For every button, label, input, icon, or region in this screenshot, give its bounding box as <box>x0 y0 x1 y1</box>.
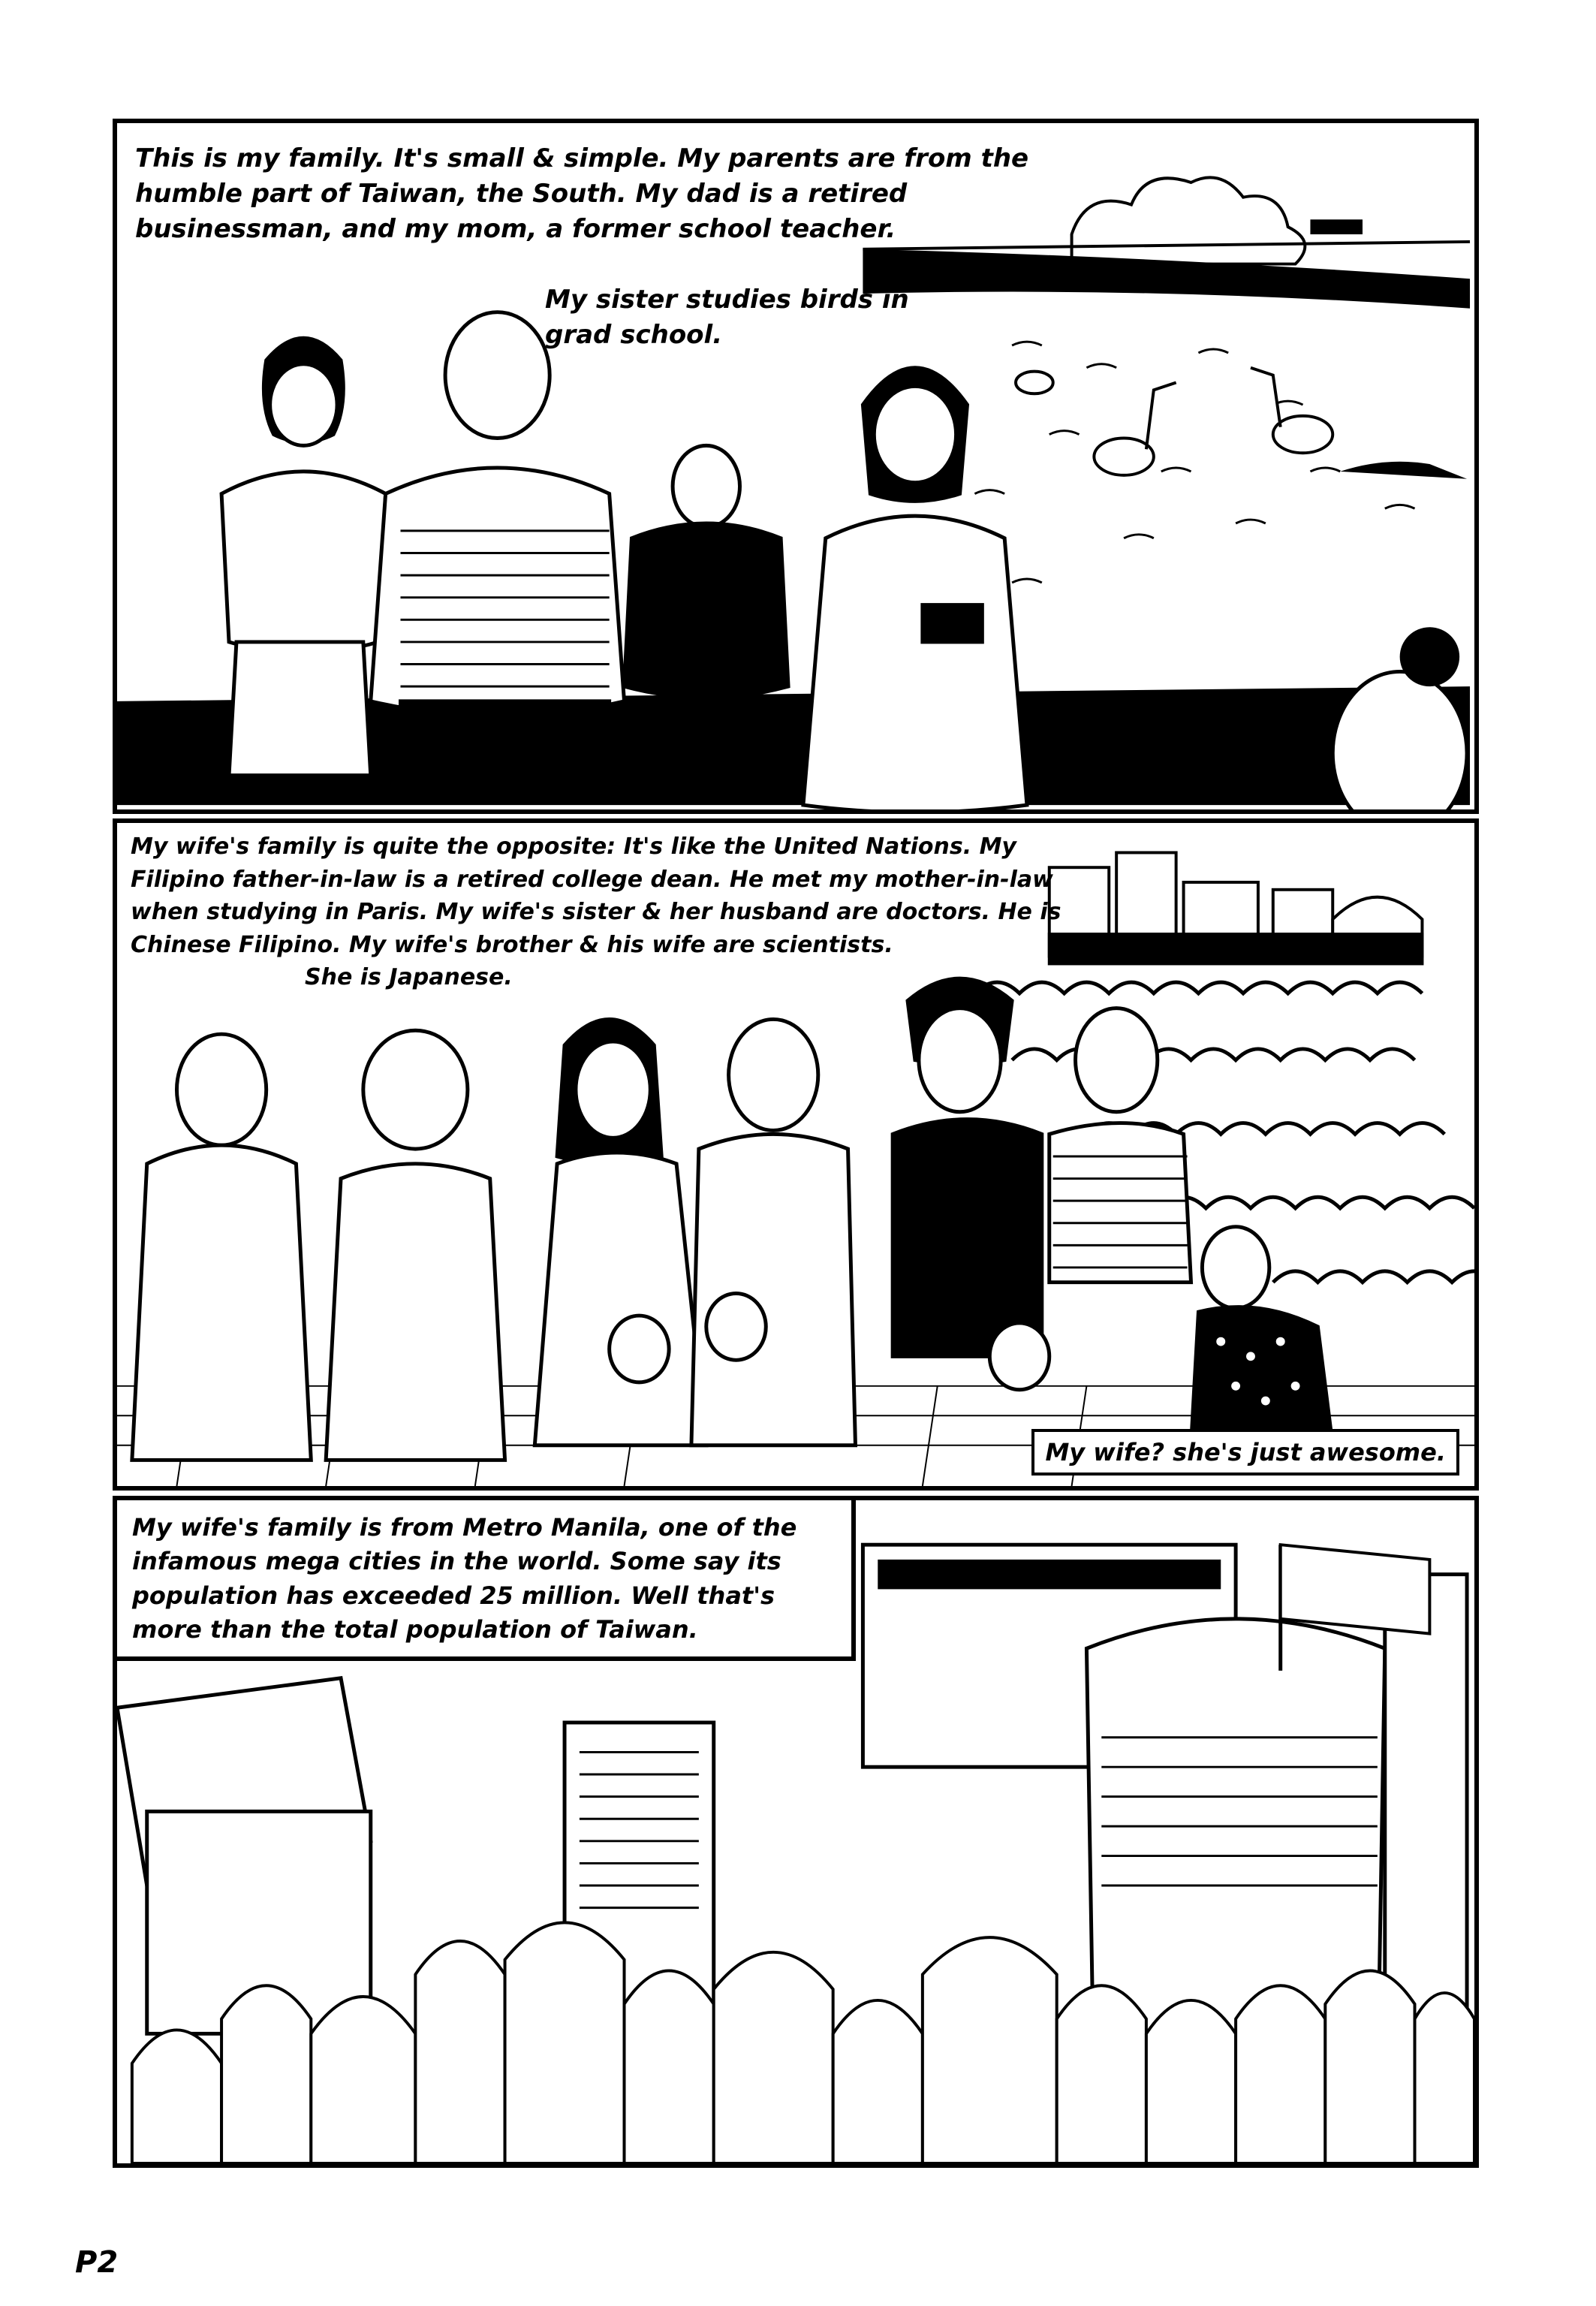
page-number: P2 <box>75 2245 119 2280</box>
panel-family-taiwan <box>113 119 1479 814</box>
caption-metro-manila: My wife's family is from Metro Manila, one of the infamous mega cities in the world. Some say its population has exceeded 25 million. Well that's more than the total population of Taiwan. <box>132 1513 797 1644</box>
panel-metro-manila <box>113 1496 1479 2168</box>
caption-family-intro: This is my family. It's small & simple. My parents are from the humble part of Taiwan, the South. My dad is a retired businessman, and my mom, a former school teacher. <box>135 143 1029 244</box>
caption-sister: My sister studies birds in grad school. <box>545 285 909 350</box>
caption-box-manila <box>113 1496 856 1661</box>
caption-wife-family: My wife's family is quite the opposite: It's like the United Nations. My Filipino father-in-law is a retired college dean. He met my mother-in-law when studying in Paris. My wife's sister & her husband are doctors. He is Chinese Filipino. My wife's brother & his wife are scientists. <box>131 833 1061 958</box>
caption-japanese: She is Japanese. <box>305 964 513 990</box>
caption-wife-awesome: My wife? she's just awesome. <box>1031 1429 1459 1476</box>
panel-wife-family <box>113 818 1479 1491</box>
